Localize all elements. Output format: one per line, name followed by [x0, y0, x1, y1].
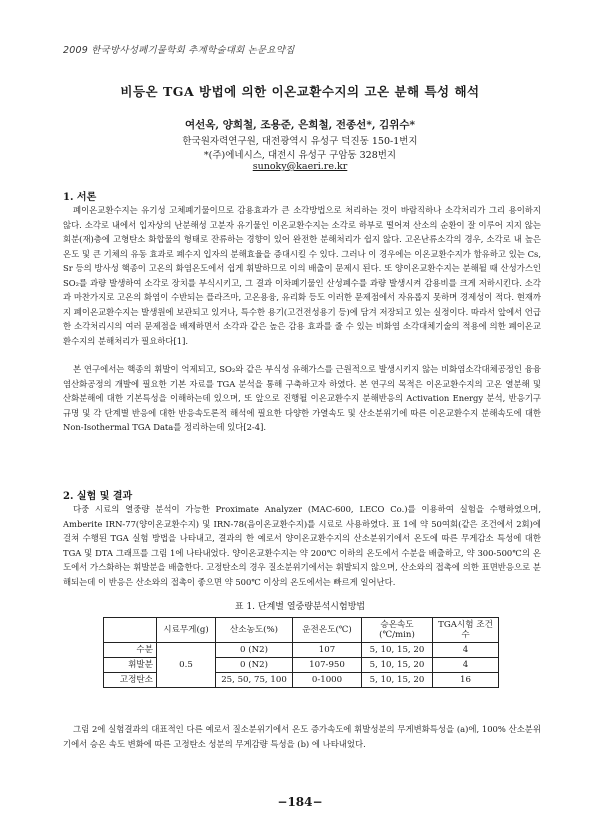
table-header-cell: 시료무게(g)	[157, 618, 216, 643]
introduction-paragraph-1: 폐이온교환수지는 유기성 고체폐기물이므로 감용효과가 큰 소각방법으로 처리하는 것이 바람직하나 소각처리가 그리 용이하지 않다. 소각로 내에서 입자상의 난분해성 고분자 유기물인 이온교환수지는 소각로 하부로 떨어져 산소의 순환이 잘 이루어 지지 않는 회분(재)층에 고형탄소 화합물의 형태로 잔류하는 경향이 있어 완전한 분해처리가 쉽지 않다. 고온난류소각의 경우, 소각로 내 높은 온도 및 큰 기체의 유동 효과로 폐수지 입자의 분해효율을 증대시킬 수 있다. 그러나 이 경우에는 이온교환수지가 함유하고 있는 Cs, Sr 등의 방사성 핵종이 고온의 화염온도에서 쉽게 휘발하므로 이의 배출이 문제시 된다. 또 양이온교환수지는 분해될 때 산성가스인 SO₂를 과량 발생하여 소각로 장치를 부식시키고, 그 결과 이차폐기물인 산성폐수를 과량 발생시켜 감용비를 크게 저하시킨다. 소각과 마찬가지로 고온의 화염이 수반되는 플라즈마, 고온용융, 유리화 등도 이러한 문제점에서 자유롭지 못하며 경제성이 적다. 현재까지 폐이온교환수지는 발생원에 보관되고 있거나, 특수한 용기(고건전성용기 등)에 담겨 저장되고 있는 실정이다. 따라서 앞에서 언급한 소각처리시의 여러 문제점을 배제하면서 소각과 같은 높은 감용 효과를 줄 수 있는 비화염 소각대체기술의 적용에 의한 폐이온교환수지의 분해처리가 필요하다[1].	[63, 205, 541, 346]
section-heading-introduction: 1. 서론	[63, 192, 97, 203]
sample-weight-cell: 0.5	[157, 643, 216, 688]
paper-title: 비등온 TGA 방법에 의한 이온교환수지의 고온 분해 특성 해석	[120, 84, 480, 99]
section-heading-experiment: 2. 실험 및 결과	[63, 491, 133, 502]
table-header-cell	[104, 618, 157, 643]
experiment-paragraph-1: 다중 시료의 열중량 분석이 가능한 Proximate Analyzer (MAC-600, LECO Co.)를 이용하여 실험을 수행하였으며, Amberite IRN-77(양이온교환수지) 및 IRN-78(음이온교환수지)를 시료로 사용하였다. 표 1에 약 50여회(같은 조건에서 2회)에 걸쳐 수행된 TGA 실험 방법을 나타내고, 결과의 한 예로서 양이온교환수지의 산소분위기에서 온도에 따른 무게감소 특성에 대한 TGA 및 DTA 그래프를 그림 1에 나타내었다. 양이온교환수지는 약 200℃ 이하의 온도에서 수분을 배출하고, 약 300-500℃의 온도에서 가스화하는 휘발분을 배출한다. 고정탄소의 경우 질소분위기에서는 휘발되지 않으며, 산소와의 접촉에 의한 표면반응으로 분해되는데 이 반응은 산소와의 접촉이 좋으면 약 500℃ 이상의 온도에서는 빠르게 일어난다.	[63, 504, 541, 587]
affiliation-primary: 한국원자력연구원, 대전광역시 유성구 덕진동 150-1번지	[182, 136, 418, 147]
affiliation-secondary: *(주)에네시스, 대전시 유성구 구암동 328번지	[203, 150, 397, 161]
page-number: −184−	[277, 795, 323, 809]
temperature-cell: 107-950	[293, 658, 362, 673]
oxygen-cell: 25, 50, 75, 100	[216, 673, 293, 688]
heating-rate-cell: 5, 10, 15, 20	[362, 658, 433, 673]
condition-count-cell: 4	[433, 643, 499, 658]
row-label: 고정탄소	[104, 673, 157, 688]
table-header-row	[104, 618, 499, 643]
author-list: 여선옥, 양희철, 조용준, 은희철, 전종선*, 김위수*	[184, 119, 416, 131]
table-header-cell: 산소농도(%)	[216, 618, 293, 643]
temperature-cell: 0-1000	[293, 673, 362, 688]
heating-rate-cell: 5, 10, 15, 20	[362, 673, 433, 688]
table-header-cell: TGA시험 조건수	[433, 618, 499, 643]
table-header-cell: 운전온도(℃)	[293, 618, 362, 643]
condition-count-cell: 4	[433, 658, 499, 673]
row-label: 수분	[104, 643, 157, 658]
table-row	[104, 643, 499, 658]
oxygen-cell: 0 (N2)	[216, 643, 293, 658]
oxygen-cell: 0 (N2)	[216, 658, 293, 673]
table-header-cell: 승온속도(℃/min)	[362, 618, 433, 643]
experiment-paragraph-2: 그림 2에 실험결과의 대표적인 다른 예로서 질소분위기에서 온도 증가속도에 휘발성분의 무게변화특성을 (a)에, 100% 산소분위기에서 승온 속도 변화에 따른 고정탄소 성분의 무게감량 특성을 (b) 에 나타내었다.	[63, 724, 541, 749]
heating-rate-cell: 5, 10, 15, 20	[362, 643, 433, 658]
introduction-paragraph-2: 본 연구에서는 핵종의 휘발이 억제되고, SO₂와 같은 부식성 유해가스를 근원적으로 발생시키지 않는 비화염소각대체공정인 융융염산화공정의 개발에 필요한 기본 자료를 TGA 분석을 통해 구축하고자 하였다. 본 연구의 목적은 이온교환수지의 고온 열분해 및 산화분해에 대한 기본특성을 이해하는데 있으며, 또 앞으로 진행될 이온교환수지 분해반응의 Activation Energy 분석, 반응기구 규명 및 각 단계별 반응에 대한 반응속도론적 해석에 필요한 다양한 가열속도 및 산소분위기에 따른 이온교환수지 분해속도에 대한 Non-Isothermal TGA Data를 정리하는데 있다[2-4].	[63, 364, 541, 432]
contact-email[interactable]: sunoky@kaeri.re.kr	[252, 161, 348, 172]
running-header: 2009 한국방사성폐기물학회 추계학술대회 논문요약집	[63, 45, 295, 56]
condition-count-cell: 16	[433, 673, 499, 688]
temperature-cell: 107	[293, 643, 362, 658]
tga-method-table	[103, 617, 499, 688]
table-caption: 표 1. 단계별 열중량분석시험방법	[234, 602, 366, 612]
row-label: 휘발분	[104, 658, 157, 673]
